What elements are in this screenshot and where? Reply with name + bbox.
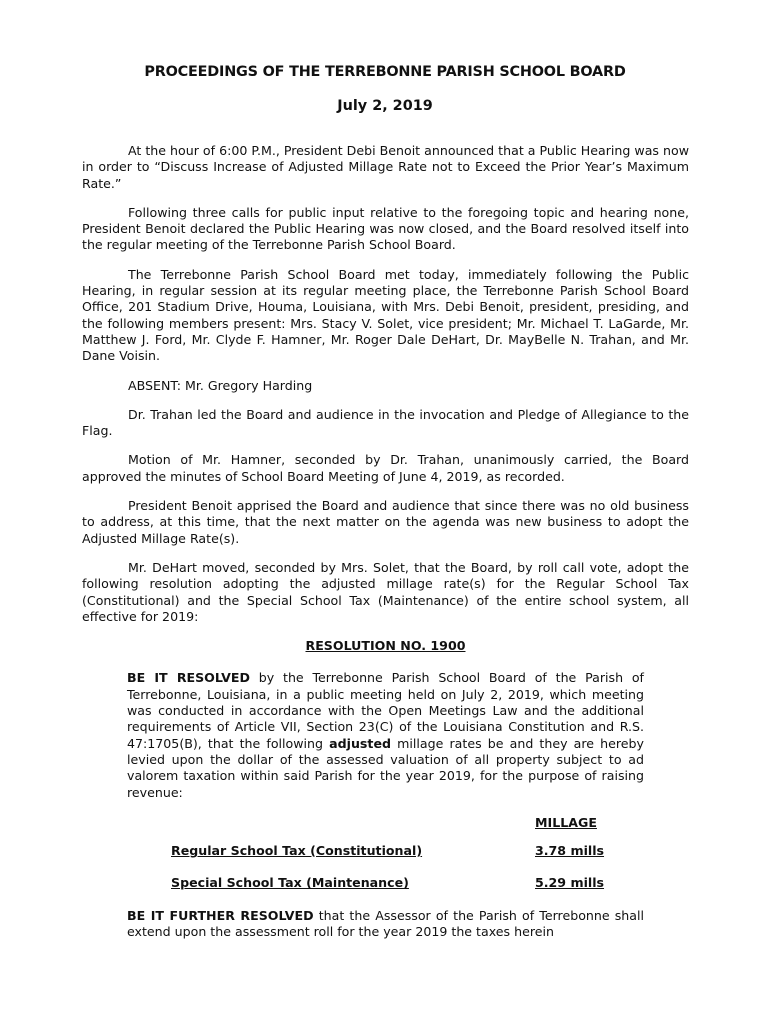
further-resolution-text [127, 908, 644, 941]
millage-row-label: Special School Tax (Maintenance) [171, 875, 409, 891]
paragraph-invocation: Dr. Trahan led the Board and audience in the invocation and Pledge of Allegiance to the Flag. [82, 406, 689, 439]
resolution-text-a: by the Terrebonne Parish School Board of the Parish of Terrebonne, Louisiana, in a public meeting held on July 2, 2019, which meeting was conducted in accordance with the Open Meetings Law and the additional requirements of Article VII, Section 23(C) of the Louisiana Constitution and R.S. 47:1705(B), that the following [127, 670, 644, 751]
paragraph-minutes-approval: Motion of Mr. Hamner, seconded by Dr. Trahan, unanimously carried, the Board approved the minutes of School Board Meeting of June 4, 2019, as recorded. [82, 452, 689, 484]
resolution-text-b: millage rates be and they are hereby levied upon the dollar of the assessed valuation of all property subject to ad valorem taxation within said Parish for the year 2019, for the purpose of raising revenue: [127, 735, 644, 800]
paragraph-members-present: The Terrebonne Parish School Board met today, immediately following the Public Hearing, in regular session at its regular meeting place, the Terrebonne Parish School Board Office, 201 Stadium Drive, Houma, Louisiana, with Mrs. Debi Benoit, president, presiding, and the following members present: Mrs. Stacy V. Solet, vice president; Mr. Michael T. LaGarde, Mr. Matthew J. Ford, Mr. Clyde F. Hamner, Mr. Roger Dale DeHart, Dr. MayBelle N. Trahan, and Mr. Dane Voisin. [82, 266, 689, 364]
resolution-adjusted: adjusted [329, 735, 392, 751]
document-body [82, 143, 689, 940]
resolution-heading: RESOLUTION NO. 1900 [305, 638, 466, 654]
millage-row-label: Regular School Tax (Constitutional) [171, 843, 423, 859]
paragraph-motion: Mr. DeHart moved, seconded by Mrs. Solet, that the Board, by roll call vote, adopt the following resolution adopting the adjusted millage rate(s) for the Regular School Tax (Constitutional) and the Special School Tax (Maintenance) of the entire school system, all effective for 2019: [82, 559, 689, 624]
millage-row-value: 5.29 mills [535, 875, 605, 891]
millage-row [82, 875, 689, 891]
further-resolved-lead: BE IT FURTHER RESOLVED [127, 907, 314, 923]
paragraph-absent: ABSENT: Mr. Gregory Harding [128, 377, 313, 393]
further-resolved-text: that the Assessor of the Parish of Terrebonne shall extend upon the assessment roll for the year 2019 the taxes herein [127, 907, 645, 939]
paragraph-new-business: President Benoit apprised the Board and audience that since there was no old business to address, at this time, that the next matter on the agenda was new business to adopt the Adjusted Millage Rate(s). [82, 498, 689, 546]
document-title: PROCEEDINGS OF THE TERREBONNE PARISH SCHOOL BOARD [144, 64, 626, 80]
millage-heading: MILLAGE [535, 814, 597, 830]
paragraph-public-hearing: At the hour of 6:00 P.M., President Debi Benoit announced that a Public Hearing was now in order to “Discuss Increase of Adjusted Millage Rate not to Exceed the Prior Year’s Maximum Rate.” [82, 143, 689, 191]
millage-row [82, 843, 689, 859]
resolution-text [127, 670, 644, 800]
millage-row-value: 3.78 mills [535, 843, 605, 859]
paragraph-public-input: Following three calls for public input relative to the foregoing topic and hearing none, President Benoit declared the Public Hearing was now closed, and the Board resolved itself into the regular meeting of the Terrebonne Parish School Board. [82, 204, 689, 253]
resolution-lead: BE IT RESOLVED [127, 670, 250, 686]
meeting-date: July 2, 2019 [337, 98, 433, 114]
